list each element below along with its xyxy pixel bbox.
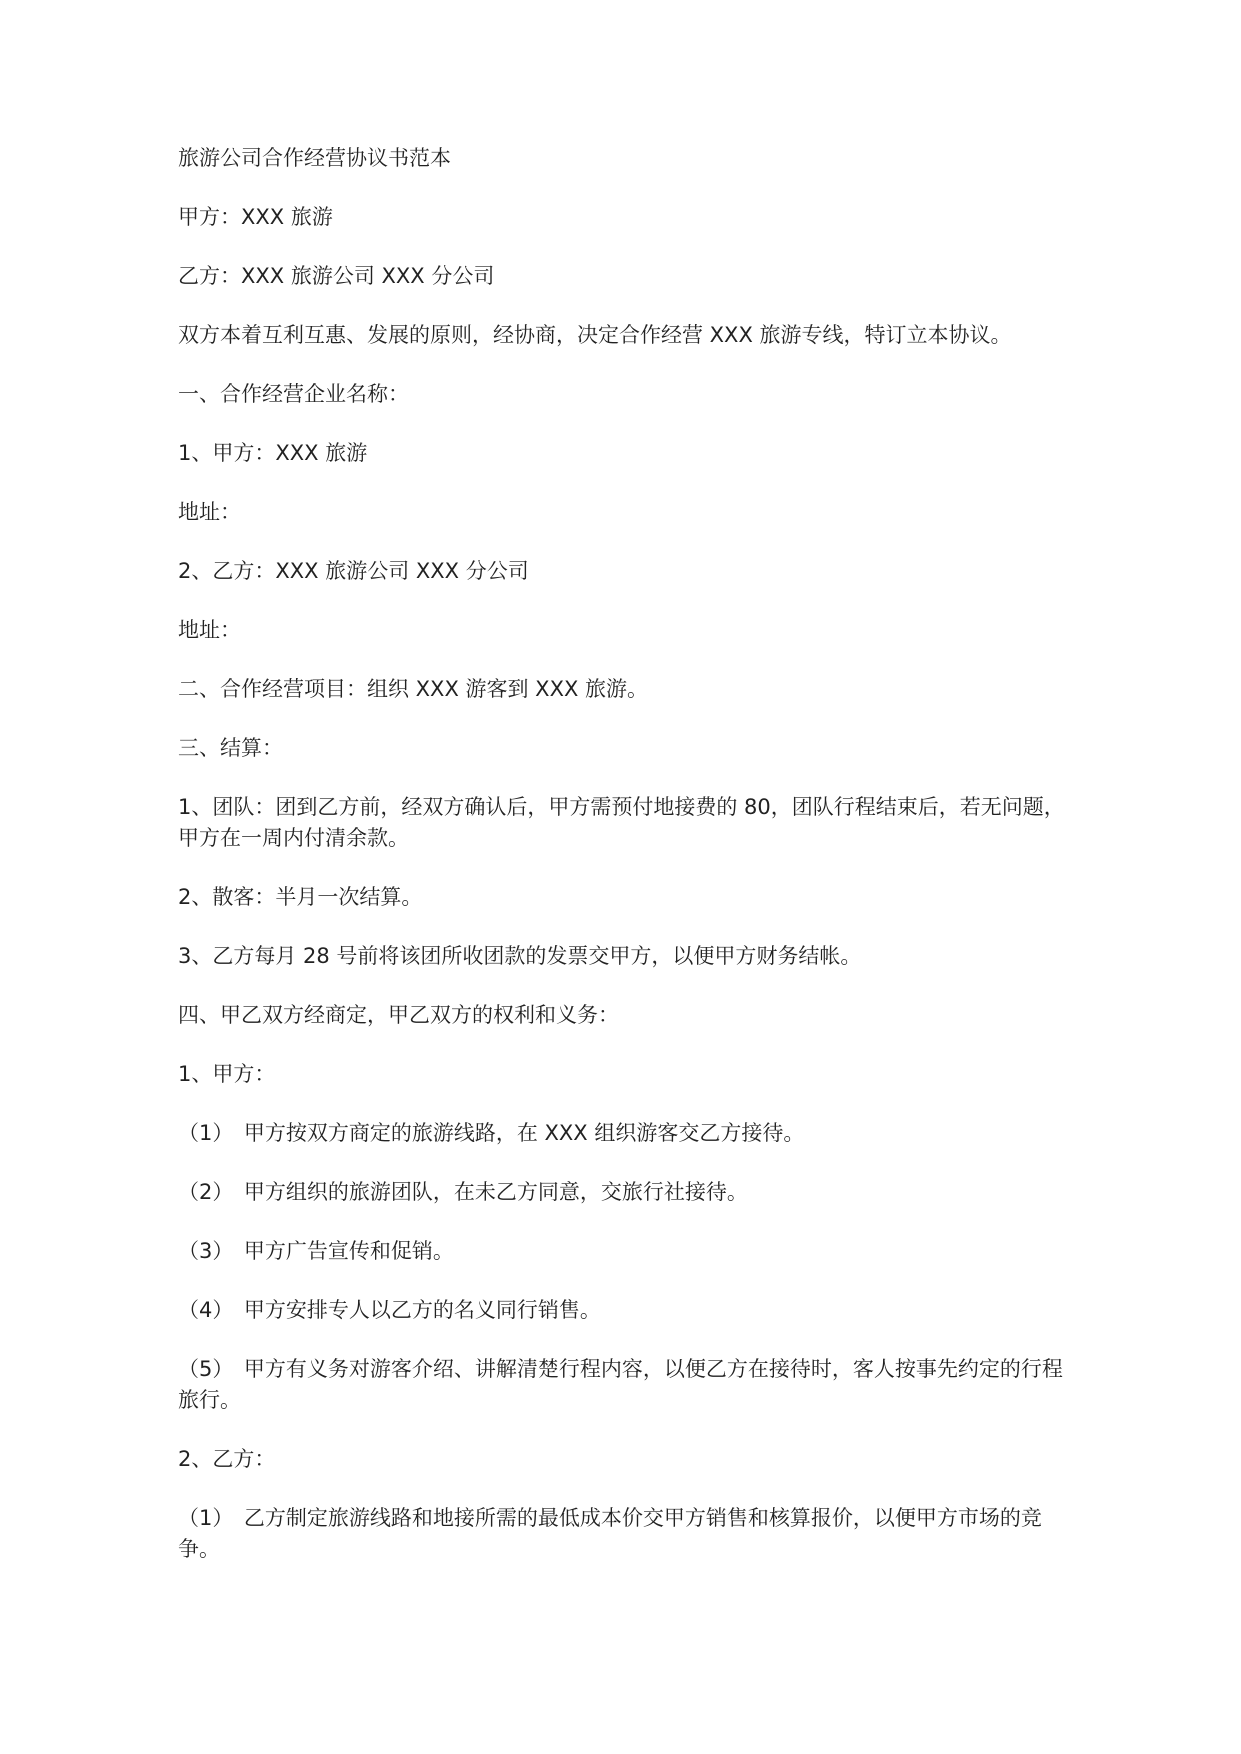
- party-a-line: 甲方：XXX 旅游: [178, 205, 333, 229]
- section-1-item-1: 1、甲方：XXX 旅游: [178, 441, 368, 465]
- section-4-heading: 四、甲乙双方经商定，甲乙双方的权利和义务：: [178, 1003, 619, 1027]
- section-1-heading: 一、合作经营企业名称：: [178, 382, 409, 406]
- document-title: 旅游公司合作经营协议书范本: [178, 146, 451, 170]
- section-2-heading: 二、合作经营项目：组织 XXX 游客到 XXX 旅游。: [178, 677, 649, 701]
- section-3-heading: 三、结算：: [178, 736, 283, 760]
- intro-paragraph: 双方本着互利互惠、发展的原则，经协商，决定合作经营 XXX 旅游专线，特订立本协议。: [178, 323, 1012, 347]
- section-4-b-item-1: （1） 乙方制定旅游线路和地接所需的最低成本价交甲方销售和核算报价，以便甲方市场的竞争。: [178, 1506, 1042, 1561]
- section-3-item-3: 3、乙方每月 28 号前将该团所收团款的发票交甲方，以便甲方财务结帐。: [178, 944, 862, 968]
- section-3-item-2: 2、散客：半月一次结算。: [178, 885, 423, 909]
- document-body: [178, 143, 1068, 1593]
- section-4-party-b: 2、乙方：: [178, 1447, 276, 1471]
- section-4-a-item-4: （4） 甲方安排专人以乙方的名义同行销售。: [178, 1298, 601, 1322]
- section-1-item-1-address: 地址：: [178, 500, 241, 524]
- section-1-item-2-address: 地址：: [178, 618, 241, 642]
- section-4-party-a: 1、甲方：: [178, 1062, 276, 1086]
- section-4-a-item-2: （2） 甲方组织的旅游团队，在未乙方同意，交旅行社接待。: [178, 1180, 748, 1204]
- section-4-a-item-5: （5） 甲方有义务对游客介绍、讲解清楚行程内容，以便乙方在接待时，客人按事先约定的行程旅行。: [178, 1357, 1063, 1412]
- section-1-item-2: 2、乙方：XXX 旅游公司 XXX 分公司: [178, 559, 529, 583]
- section-4-a-item-3: （3） 甲方广告宣传和促销。: [178, 1239, 454, 1263]
- section-4-a-item-1: （1） 甲方按双方商定的旅游线路，在 XXX 组织游客交乙方接待。: [178, 1121, 805, 1145]
- party-b-line: 乙方：XXX 旅游公司 XXX 分公司: [178, 264, 495, 288]
- section-3-item-1: 1、团队：团到乙方前，经双方确认后，甲方需预付地接费的 80，团队行程结束后，若无问题，甲方在一周内付清余款。: [178, 795, 1065, 850]
